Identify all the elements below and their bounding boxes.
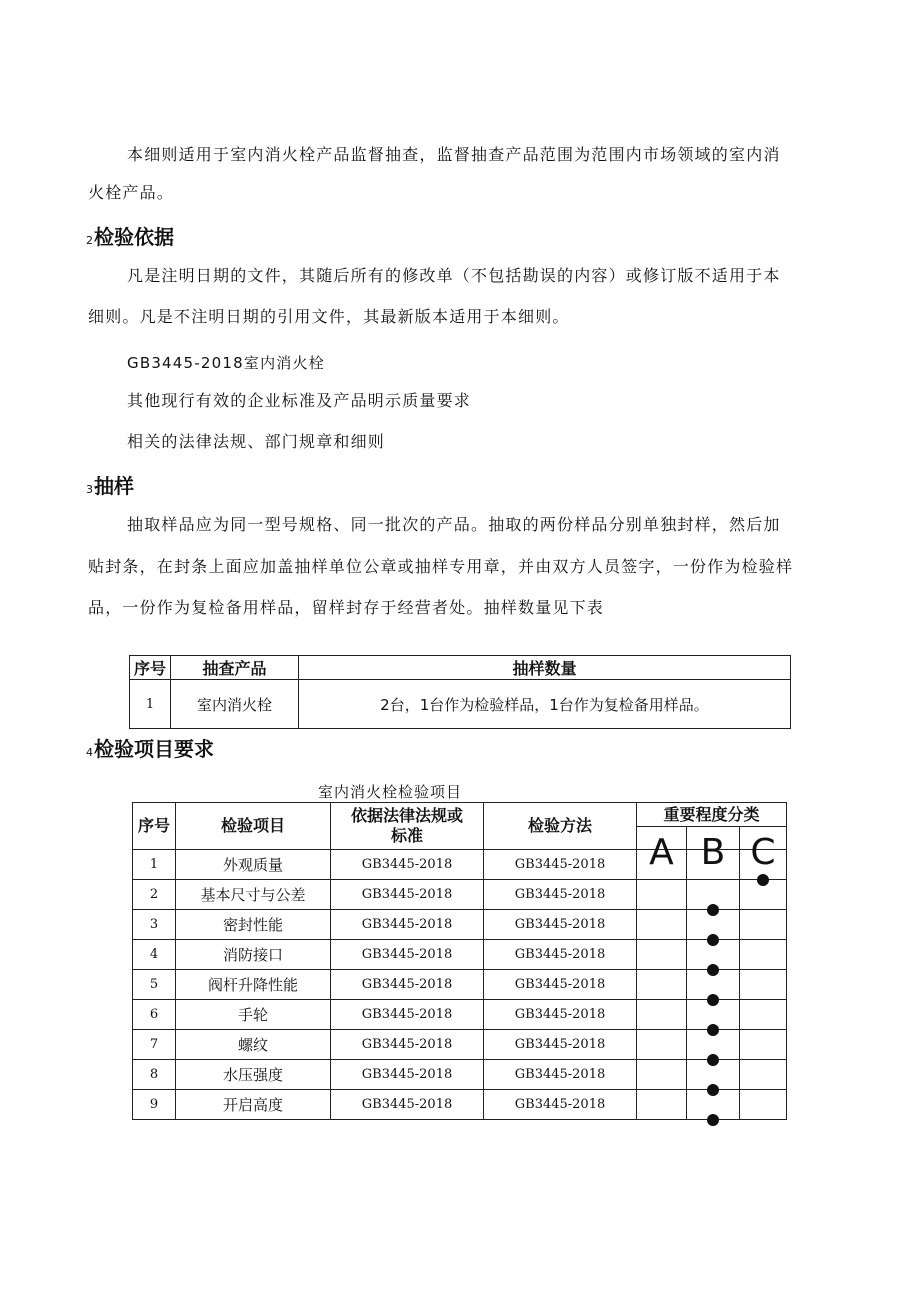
table-row (133, 1000, 787, 1030)
importance-b-cell (687, 1060, 740, 1090)
section-3-title: 抽样 (94, 474, 134, 498)
section-3-heading (86, 473, 134, 503)
row-product: 室内消火栓 (171, 680, 299, 729)
header-item: 检验项目 (176, 803, 331, 850)
importance-a-cell (637, 1000, 687, 1030)
header-index: 序号 (133, 803, 176, 850)
table-row (133, 1060, 787, 1090)
importance-a-cell (637, 1030, 687, 1060)
header-basis: 依据法律法规或标准 (331, 803, 484, 850)
table-row (133, 910, 787, 940)
row-item: 外观质量 (176, 850, 331, 880)
section-3-para-line-2: 贴封条，在封条上面应加盖抽样单位公章或抽样专用章，并由双方人员签字，一份作为检验样 (88, 557, 794, 576)
sampling-table (129, 655, 791, 729)
row-method: GB3445-2018 (484, 850, 637, 880)
importance-c-cell (740, 1090, 787, 1120)
table-row (133, 940, 787, 970)
importance-c-cell (740, 1060, 787, 1090)
row-method: GB3445-2018 (484, 1000, 637, 1030)
table-row (133, 880, 787, 910)
row-index: 7 (133, 1030, 176, 1060)
section-4-number: 4 (86, 746, 93, 759)
section-2-number: 2 (86, 234, 93, 247)
section-3-number: 3 (86, 483, 93, 496)
row-index: 3 (133, 910, 176, 940)
row-index: 4 (133, 940, 176, 970)
importance-c-cell (740, 880, 787, 910)
section-2-para-line-1: 凡是注明日期的文件，其随后所有的修改单（不包括勘误的内容）或修订版不适用于本 (127, 266, 781, 285)
inspection-table (132, 802, 787, 1120)
row-index: 1 (133, 850, 176, 880)
importance-c-cell (740, 910, 787, 940)
importance-a-cell (637, 970, 687, 1000)
row-basis: GB3445-2018 (331, 1060, 484, 1090)
table-row (133, 1090, 787, 1120)
importance-a-cell (637, 1060, 687, 1090)
header-class-b: B (687, 827, 740, 850)
row-index: 6 (133, 1000, 176, 1030)
table-row (133, 850, 787, 880)
row-index: 2 (133, 880, 176, 910)
table-row (133, 1030, 787, 1060)
row-item: 阀杆升降性能 (176, 970, 331, 1000)
row-method: GB3445-2018 (484, 1060, 637, 1090)
importance-a-cell (637, 940, 687, 970)
row-basis: GB3445-2018 (331, 1030, 484, 1060)
importance-b-cell (687, 910, 740, 940)
importance-b-cell (687, 880, 740, 910)
importance-c-cell (740, 1030, 787, 1060)
row-item: 密封性能 (176, 910, 331, 940)
row-method: GB3445-2018 (484, 1090, 637, 1120)
header-index: 序号 (130, 656, 171, 680)
importance-c-cell (740, 970, 787, 1000)
row-item: 开启高度 (176, 1090, 331, 1120)
importance-a-cell (637, 880, 687, 910)
header-class-a: A (637, 827, 687, 850)
inspection-header-row-1 (133, 803, 787, 827)
row-method: GB3445-2018 (484, 970, 637, 1000)
importance-c-cell (740, 1000, 787, 1030)
row-basis: GB3445-2018 (331, 1090, 484, 1120)
importance-b-cell (687, 940, 740, 970)
header-product: 抽查产品 (171, 656, 299, 680)
row-method: GB3445-2018 (484, 880, 637, 910)
importance-a-cell (637, 1090, 687, 1120)
row-index: 1 (130, 680, 171, 729)
row-item: 水压强度 (176, 1060, 331, 1090)
row-basis: GB3445-2018 (331, 850, 484, 880)
row-method: GB3445-2018 (484, 1030, 637, 1060)
header-method: 检验方法 (484, 803, 637, 850)
row-item: 基本尺寸与公差 (176, 880, 331, 910)
importance-c-cell (740, 850, 787, 880)
row-method: GB3445-2018 (484, 940, 637, 970)
row-basis: GB3445-2018 (331, 880, 484, 910)
intro-line-1: 本细则适用于室内消火栓产品监督抽查，监督抽查产品范围为范围内市场领域的室内消 (127, 145, 781, 164)
reference-2: 其他现行有效的企业标准及产品明示质量要求 (127, 391, 472, 410)
header-importance: 重要程度分类 (637, 803, 787, 827)
row-index: 5 (133, 970, 176, 1000)
table-row (133, 970, 787, 1000)
importance-b-cell (687, 1090, 740, 1120)
section-4-title: 检验项目要求 (94, 737, 214, 761)
row-method: GB3445-2018 (484, 910, 637, 940)
sampling-table-header (130, 656, 791, 680)
importance-b-cell (687, 1000, 740, 1030)
section-2-title: 检验依据 (94, 225, 174, 249)
row-quantity: 2台，1台作为检验样品，1台作为复检备用样品。 (299, 680, 791, 729)
row-basis: GB3445-2018 (331, 1000, 484, 1030)
importance-a-cell (637, 910, 687, 940)
row-basis: GB3445-2018 (331, 910, 484, 940)
row-item: 消防接口 (176, 940, 331, 970)
importance-dot-icon (707, 1114, 719, 1126)
section-3-para-line-3: 品，一份作为复检备用样品，留样封存于经营者处。抽样数量见下表 (88, 598, 605, 617)
row-item: 手轮 (176, 1000, 331, 1030)
section-2-para-line-2: 细则。凡是不注明日期的引用文件，其最新版本适用于本细则。 (88, 307, 570, 326)
table-row (130, 680, 791, 729)
table-caption: 室内消火栓检验项目 (318, 783, 463, 801)
intro-line-2: 火栓产品。 (88, 183, 175, 202)
importance-b-cell (687, 850, 740, 880)
section-3-para-line-1: 抽取样品应为同一型号规格、同一批次的产品。抽取的两份样品分别单独封样，然后加 (127, 515, 781, 534)
header-class-c: C (740, 827, 787, 850)
row-index: 9 (133, 1090, 176, 1120)
reference-3: 相关的法律法规、部门规章和细则 (127, 432, 386, 451)
importance-b-cell (687, 1030, 740, 1060)
section-2-heading (86, 224, 174, 254)
row-index: 8 (133, 1060, 176, 1090)
importance-b-cell (687, 970, 740, 1000)
row-basis: GB3445-2018 (331, 970, 484, 1000)
header-quantity: 抽样数量 (299, 656, 791, 680)
importance-c-cell (740, 940, 787, 970)
importance-a-cell (637, 850, 687, 880)
row-basis: GB3445-2018 (331, 940, 484, 970)
section-4-heading (86, 736, 214, 766)
reference-1: GB3445-2018室内消火栓 (127, 354, 325, 372)
row-item: 螺纹 (176, 1030, 331, 1060)
